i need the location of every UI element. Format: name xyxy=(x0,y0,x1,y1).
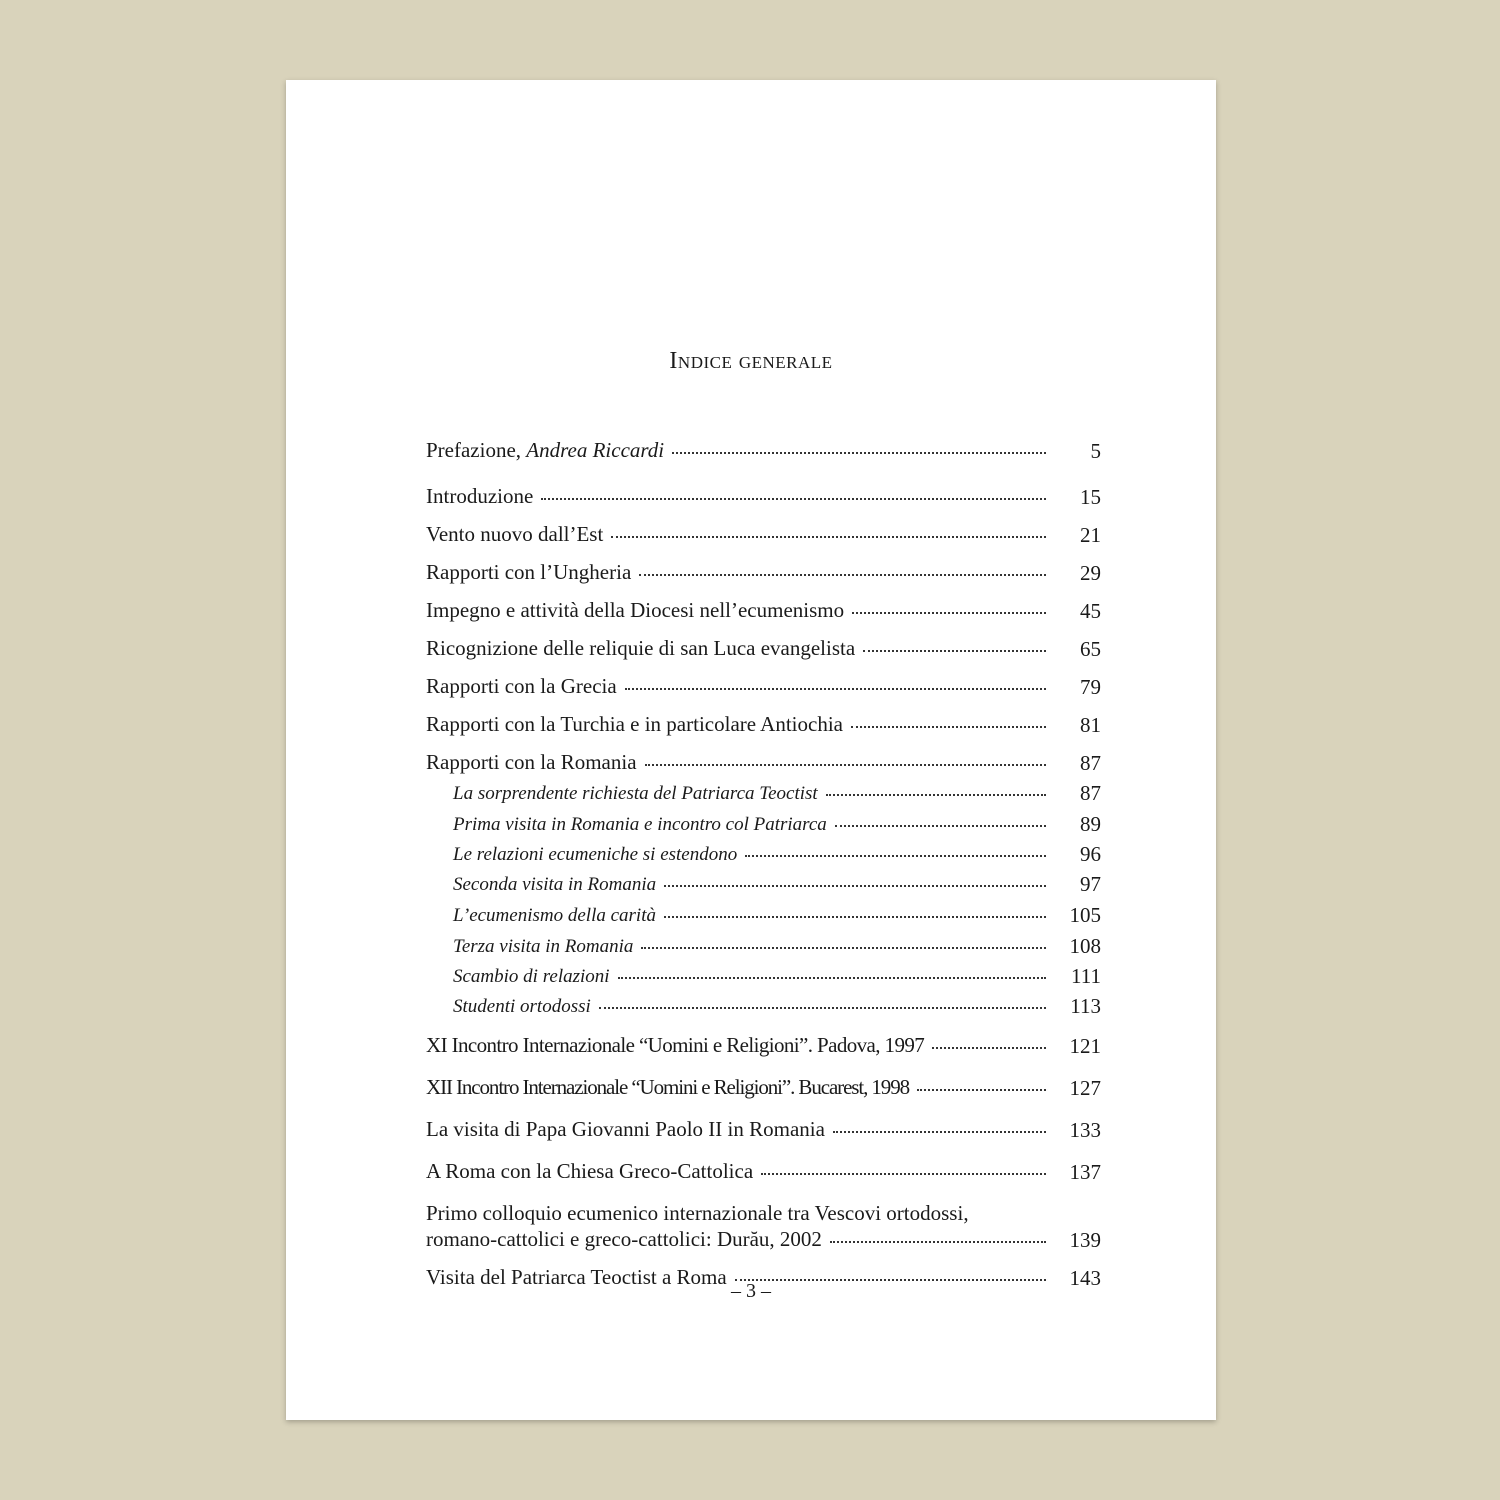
toc-subentry xyxy=(453,994,1101,1019)
toc-entry xyxy=(426,522,1101,547)
page-number: – 3 – xyxy=(731,1280,771,1302)
toc-entry-label: A Roma con la Chiesa Greco-Cattolica xyxy=(426,1159,754,1183)
toc-entry-label: Vento nuovo dall’Est xyxy=(426,522,604,546)
dot-leader xyxy=(639,574,1046,576)
toc-subentry-page: 87 xyxy=(1080,781,1101,805)
toc-entry-page: 15 xyxy=(1080,485,1101,509)
toc-entry-page: 21 xyxy=(1080,523,1101,547)
dot-leader xyxy=(863,650,1046,652)
dot-leader xyxy=(852,612,1046,614)
toc-entry-label: Rapporti con la Turchia e in particolare Antiochia xyxy=(426,712,843,736)
toc-entry-label: Rapporti con la Romania xyxy=(426,750,637,774)
toc-entry-page: 127 xyxy=(1069,1076,1101,1100)
toc-entry xyxy=(426,560,1101,585)
toc-subentry-label: Le relazioni ecumeniche si estendono xyxy=(453,844,738,865)
dot-leader xyxy=(826,794,1046,796)
toc-entry-page: 45 xyxy=(1080,599,1101,623)
toc-entry xyxy=(426,598,1101,623)
toc-subentry-label: Studenti ortodossi xyxy=(453,996,591,1017)
toc-entry-label: Impegno e attività della Diocesi nell’ecumenismo xyxy=(426,598,845,622)
toc-entry-label: XII Incontro Internazionale “Uomini e Religioni”. Bucarest, 1998 xyxy=(426,1075,910,1099)
toc-entry-label: La visita di Papa Giovanni Paolo II in Romania xyxy=(426,1117,825,1141)
toc-entry-label: Rapporti con l’Ungheria xyxy=(426,560,632,584)
toc-entry-label: Ricognizione delle reliquie di san Luca evangelista xyxy=(426,636,856,660)
dot-leader xyxy=(664,916,1046,918)
toc-entry xyxy=(426,1117,1101,1142)
toc-entry-label: Prefazione, Andrea Riccardi xyxy=(426,438,665,462)
dot-leader xyxy=(625,688,1046,690)
toc-subentry xyxy=(453,842,1101,867)
toc-entry xyxy=(426,1159,1101,1184)
toc-subentry-page: 111 xyxy=(1071,964,1101,988)
toc-subentry-label: L’ecumenismo della carità xyxy=(453,905,656,926)
dot-leader xyxy=(917,1089,1046,1091)
toc-entry xyxy=(426,1201,1101,1252)
toc-subentry-label: Prima visita in Romania e incontro col Patriarca xyxy=(453,814,827,835)
dot-leader xyxy=(835,825,1046,827)
toc-entry-page: 81 xyxy=(1080,713,1101,737)
toc-entry-page: 143 xyxy=(1069,1266,1101,1290)
page-title: Indice generale xyxy=(669,348,833,374)
toc-entry xyxy=(426,674,1101,699)
toc-subentry xyxy=(453,903,1101,928)
toc-entry-label: Rapporti con la Grecia xyxy=(426,674,617,698)
dot-leader xyxy=(645,764,1046,766)
toc-entry xyxy=(426,484,1101,509)
toc-subentry-label: Terza visita in Romania xyxy=(453,936,634,957)
toc-entry xyxy=(426,1075,1101,1100)
toc-entry-page: 137 xyxy=(1069,1160,1101,1184)
toc-entry-page: 121 xyxy=(1069,1034,1101,1058)
toc-subentry-page: 105 xyxy=(1069,903,1101,927)
toc-subentry-page: 97 xyxy=(1080,872,1101,896)
toc-entry-label-line1: Primo colloquio ecumenico internazionale tra Vescovi ortodossi, xyxy=(426,1201,969,1225)
dot-leader xyxy=(664,885,1046,887)
toc-entry-label: Introduzione xyxy=(426,484,534,508)
toc-entry-page: 139 xyxy=(1069,1228,1101,1252)
toc-subentry-page: 108 xyxy=(1069,934,1101,958)
toc-subentry-page: 96 xyxy=(1080,842,1101,866)
toc-entry-page: 29 xyxy=(1080,561,1101,585)
dot-leader xyxy=(833,1131,1046,1133)
dot-leader xyxy=(830,1241,1046,1243)
toc-subentry-label: Scambio di relazioni xyxy=(453,966,610,987)
table-of-contents xyxy=(286,80,1216,1420)
toc-subentry-page: 89 xyxy=(1080,812,1101,836)
toc-entry-page: 133 xyxy=(1069,1118,1101,1142)
toc-entry xyxy=(426,1033,1101,1058)
toc-subentry-page: 113 xyxy=(1070,994,1101,1018)
dot-leader xyxy=(618,977,1046,979)
dot-leader xyxy=(745,855,1046,857)
dot-leader xyxy=(672,452,1046,454)
toc-subentry xyxy=(453,872,1101,897)
toc-entry-label: romano-cattolici e greco-cattolici: Durău, 2002 xyxy=(426,1227,822,1251)
toc-entry-label: XI Incontro Internazionale “Uomini e Religioni”. Padova, 1997 xyxy=(426,1033,925,1057)
dot-leader xyxy=(851,726,1046,728)
dot-leader xyxy=(641,947,1046,949)
toc-subentry xyxy=(453,964,1101,989)
toc-entry xyxy=(426,636,1101,661)
book-page xyxy=(286,80,1216,1420)
toc-subentry-label: La sorprendente richiesta del Patriarca Teoctist xyxy=(453,783,818,804)
toc-entry-page: 79 xyxy=(1080,675,1101,699)
dot-leader xyxy=(599,1007,1046,1009)
dot-leader xyxy=(611,536,1046,538)
toc-entry-page: 87 xyxy=(1080,751,1101,775)
toc-entry xyxy=(426,438,1101,463)
toc-entry xyxy=(426,712,1101,737)
toc-entry-label: Visita del Patriarca Teoctist a Roma xyxy=(426,1265,727,1289)
toc-entry-author: Andrea Riccardi xyxy=(526,438,665,462)
toc-entry xyxy=(426,750,1101,775)
toc-entry-page: 65 xyxy=(1080,637,1101,661)
toc-subentry xyxy=(453,934,1101,959)
toc-subentry xyxy=(453,812,1101,837)
dot-leader xyxy=(541,498,1046,500)
toc-subentry xyxy=(453,781,1101,806)
toc-entry-page: 5 xyxy=(1090,439,1101,463)
dot-leader xyxy=(932,1047,1046,1049)
toc-subentry-label: Seconda visita in Romania xyxy=(453,874,657,895)
dot-leader xyxy=(761,1173,1046,1175)
